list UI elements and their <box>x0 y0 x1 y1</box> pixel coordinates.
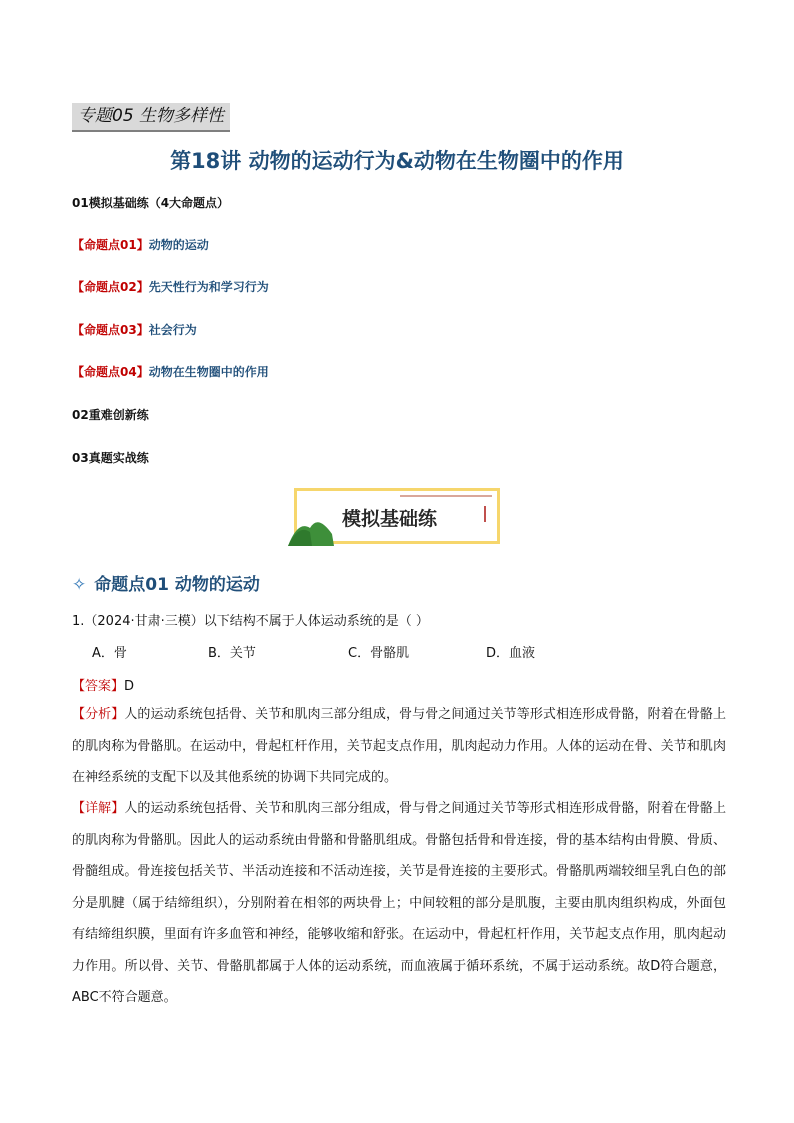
section-title: 命题点01 动物的运动 <box>94 575 260 595</box>
section-heading <box>72 570 260 595</box>
detail-paragraph <box>72 793 726 1014</box>
toc-item-02: 02重难创新练 <box>72 408 149 422</box>
toc-sub-text: 先天性行为和学习行为 <box>148 280 269 294</box>
detail-tag: 【详解】 <box>72 801 125 816</box>
toc-sub-text: 社会行为 <box>148 323 197 337</box>
answer-value: D <box>124 679 135 694</box>
banner-decor-line <box>400 495 492 497</box>
analysis-paragraph <box>72 699 726 794</box>
toc-sub-item-01 <box>72 236 209 253</box>
topic-label: 专题05 生物多样性 <box>72 103 230 132</box>
option-d: D．血液 <box>486 646 536 661</box>
toc-sub-item-03 <box>72 321 197 338</box>
toc-sub-text: 动物的运动 <box>148 238 209 252</box>
analysis-tag: 【分析】 <box>72 707 125 722</box>
option-b: B．关节 <box>208 646 256 661</box>
banner-decor-tick <box>484 506 486 522</box>
answer-tag: 【答案】 <box>72 679 125 694</box>
page-title: 第18讲 动物的运动行为&动物在生物圈中的作用 <box>170 149 624 173</box>
banner-text: 模拟基础练 <box>342 508 438 530</box>
toc-sub-bracket: 【命题点02】 <box>72 280 149 294</box>
toc-sub-item-02 <box>72 278 269 295</box>
toc-item-03: 03真题实战练 <box>72 451 149 465</box>
detail-text: 人的运动系统包括骨、关节和肌肉三部分组成，骨与骨之间通过关节等形式相连形成骨骼，附着在骨骼上的肌肉称为骨骼肌。因此人的运动系统由骨骼和骨骼肌组成。骨骼包括骨和骨连接，骨的基本结构由骨膜、骨质、骨髓组成。骨连接包括关节、半活动连接和不活动连接，关节是骨连接的主要形式。骨骼肌两端较细呈乳白色的部分是肌腱（属于结缔组织），分别附着在相邻的两块骨上；中间较粗的部分是肌腹，主要由肌肉组织构成，外面包有结缔组织膜，里面有许多血管和神经，能够收缩和舒张。在运动中，骨起杠杆作用，关节起支点作用，肌肉起动力作用。所以骨、关节、骨骼肌都属于人体的运动系统，而血液属于循环系统，不属于运动系统。故D符合题意，ABC不符合题意。 <box>72 801 726 1005</box>
toc-sub-bracket: 【命题点04】 <box>72 365 149 379</box>
section-banner <box>288 488 503 546</box>
answer-line <box>72 675 134 694</box>
analysis-text: 人的运动系统包括骨、关节和肌肉三部分组成，骨与骨之间通过关节等形式相连形成骨骼，附着在骨骼上的肌肉称为骨骼肌。在运动中，骨起杠杆作用，关节起支点作用，肌肉起动力作用。人体的运动在骨、关节和肌肉在神经系统的支配下以及其他系统的协调下共同完成的。 <box>72 707 726 785</box>
option-c: C．骨骼肌 <box>348 646 410 661</box>
toc-sub-bracket: 【命题点03】 <box>72 323 149 337</box>
toc-sub-bracket: 【命题点01】 <box>72 238 149 252</box>
option-a: A．骨 <box>92 646 127 661</box>
hill-icon <box>288 514 338 546</box>
toc-sub-item-04 <box>72 363 269 380</box>
toc-item-01: 01模拟基础练（4大命题点） <box>72 196 230 210</box>
sparkle-icon: ✧ <box>72 575 87 595</box>
toc-sub-text: 动物在生物圈中的作用 <box>148 365 269 379</box>
question-stem: 1.（2024·甘肃·三模）以下结构不属于人体运动系统的是（ ） <box>72 614 429 629</box>
